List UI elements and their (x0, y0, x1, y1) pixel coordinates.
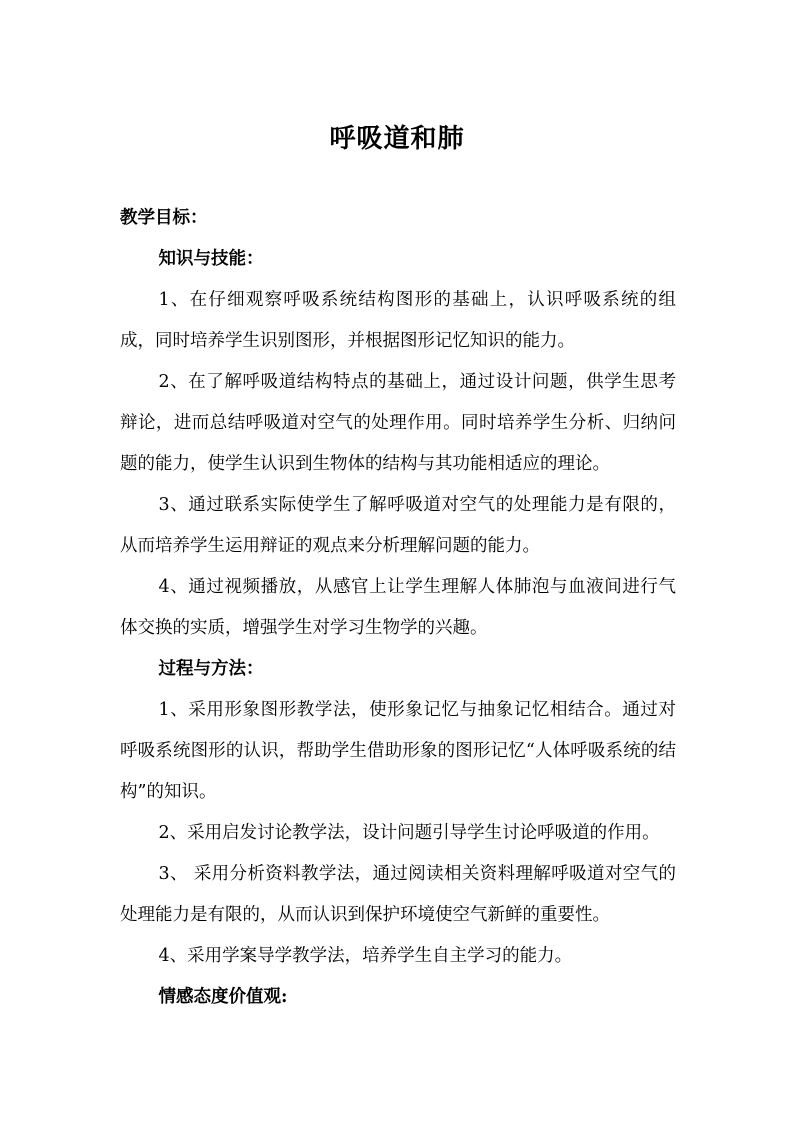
process-item-4: 4、采用学案导学教学法，培养学生自主学习的能力。 (158, 946, 573, 966)
process-item-2: 2、采用启发讨论教学法，设计问题引导学生讨论呼吸道的作用。 (158, 823, 660, 843)
process-heading: 过程与方法： (158, 659, 264, 679)
knowledge-item-3: 3、通过联系实际使学生了解呼吸道对空气的处理能力是有限的，从而培养学生运用辩证的观点来分析理解问题的能力。 (120, 495, 676, 556)
page-title: 呼吸道和肺 (329, 124, 465, 154)
process-item-3: 3、 采用分析资料教学法，通过阅读相关资料理解呼吸道对空气的处理能力是有限的，从而认识到保护环境使空气新鲜的重要性。 (120, 864, 676, 925)
document-body (120, 198, 676, 1018)
knowledge-item-2: 2、在了解呼吸道结构特点的基础上，通过设计问题，供学生思考辩论，进而总结呼吸道对空气的处理作用。同时培养学生分析、归纳问题的能力，使学生认识到生物体的结构与其功能相适应的理论。 (120, 372, 676, 474)
objectives-heading: 教学目标： (120, 208, 208, 228)
knowledge-heading: 知识与技能： (158, 249, 264, 269)
emotion-heading: 情感态度价值观: (158, 987, 288, 1007)
process-item-1: 1、采用形象图形教学法，使形象记忆与抽象记忆相结合。通过对呼吸系统图形的认识，帮助学生借助形象的图形记忆“人体呼吸系统的结构”的知识。 (120, 700, 676, 802)
knowledge-item-4: 4、通过视频播放，从感官上让学生理解人体肺泡与血液间进行气体交换的实质，增强学生对学习生物学的兴趣。 (120, 577, 676, 638)
knowledge-item-1: 1、在仔细观察呼吸系统结构图形的基础上，认识呼吸系统的组成，同时培养学生识别图形，并根据图形记忆知识的能力。 (120, 290, 676, 351)
